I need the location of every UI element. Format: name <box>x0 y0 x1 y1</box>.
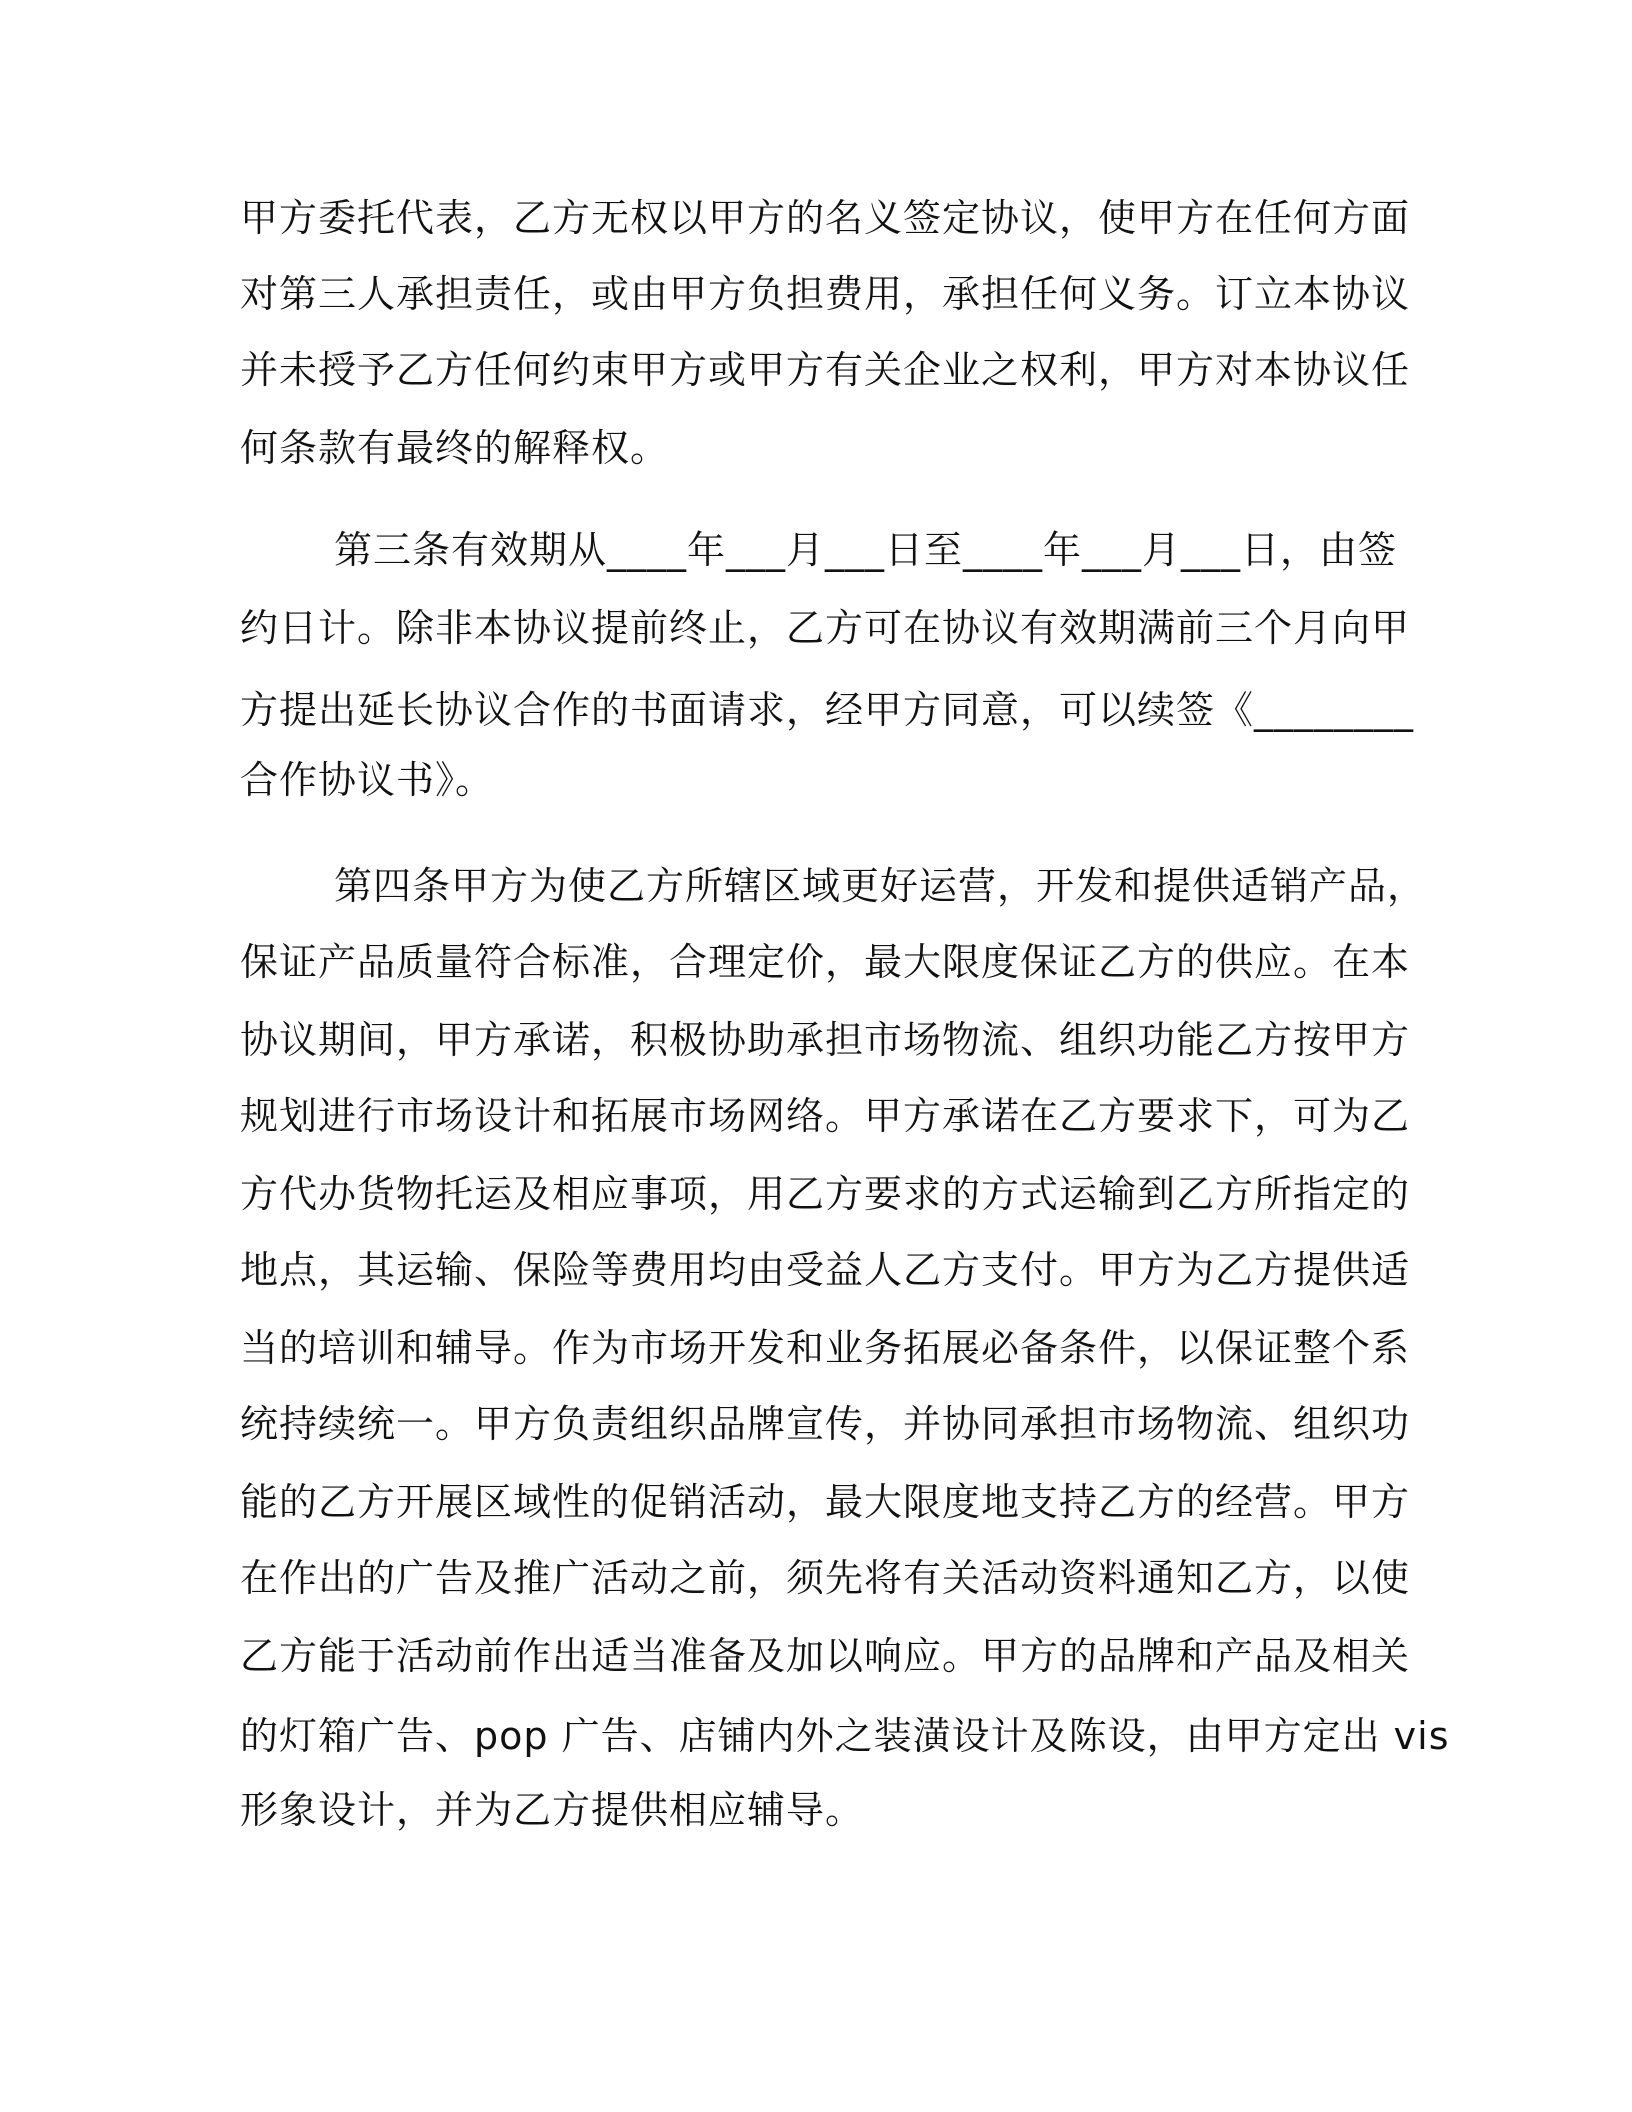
paragraph-3-line-13: 形象设计，并为乙方提供相应辅导。 <box>240 1788 865 1832</box>
paragraph-2-line-2: 约日计。除非本协议提前终止，乙方可在协议有效期满前三个月向甲 <box>240 606 1411 650</box>
paragraph-3-line-7: 当的培训和辅导。作为市场开发和业务拓展必备条件，以保证整个系 <box>240 1326 1411 1370</box>
paragraph-3-line-10: 在作出的广告及推广活动之前，须先将有关活动资料通知乙方，以使 <box>240 1556 1411 1600</box>
paragraph-3-line-12: 的灯箱广告、pop 广告、店铺内外之装潢设计及陈设，由甲方定出 vis <box>240 1714 1450 1758</box>
paragraph-3-line-9: 能的乙方开展区域性的促销活动，最大限度地支持乙方的经营。甲方 <box>240 1480 1411 1524</box>
paragraph-3-line-1: 第四条甲方为使乙方所辖区域更好运营，开发和提供适销产品， <box>334 864 1427 908</box>
paragraph-3-line-3: 协议期间，甲方承诺，积极协助承担市场物流、组织功能乙方按甲方 <box>240 1018 1411 1062</box>
paragraph-2-line-1: 第三条有效期从____年___月___日至____年___月___日，由签 <box>334 528 1398 572</box>
paragraph-3-line-2: 保证产品质量符合标准，合理定价，最大限度保证乙方的供应。在本 <box>240 940 1411 984</box>
paragraph-3-line-5: 方代办货物托运及相应事项，用乙方要求的方式运输到乙方所指定的 <box>240 1172 1411 1216</box>
paragraph-1-line-3: 并未授予乙方任何约束甲方或甲方有关企业之权利，甲方对本协议任 <box>240 348 1411 392</box>
paragraph-1-line-4: 何条款有最终的解释权。 <box>240 426 670 470</box>
paragraph-3-line-8: 统持续统一。甲方负责组织品牌宣传，并协同承担市场物流、组织功 <box>240 1402 1411 1446</box>
paragraph-1-line-1: 甲方委托代表，乙方无权以甲方的名义签定协议，使甲方在任何方面 <box>240 196 1411 240</box>
paragraph-3-line-6: 地点，其运输、保险等费用均由受益人乙方支付。甲方为乙方提供适 <box>240 1248 1411 1292</box>
paragraph-3-line-4: 规划进行市场设计和拓展市场网络。甲方承诺在乙方要求下，可为乙 <box>240 1094 1411 1138</box>
paragraph-2-line-4: 合作协议书》。 <box>240 758 495 802</box>
paragraph-2-line-3: 方提出延长协议合作的书面请求，经甲方同意，可以续签《________ <box>240 688 1415 732</box>
paragraph-1-line-2: 对第三人承担责任，或由甲方负担费用，承担任何义务。订立本协议 <box>240 272 1411 316</box>
paragraph-3-line-11: 乙方能于活动前作出适当准备及加以响应。甲方的品牌和产品及相关 <box>240 1634 1411 1678</box>
